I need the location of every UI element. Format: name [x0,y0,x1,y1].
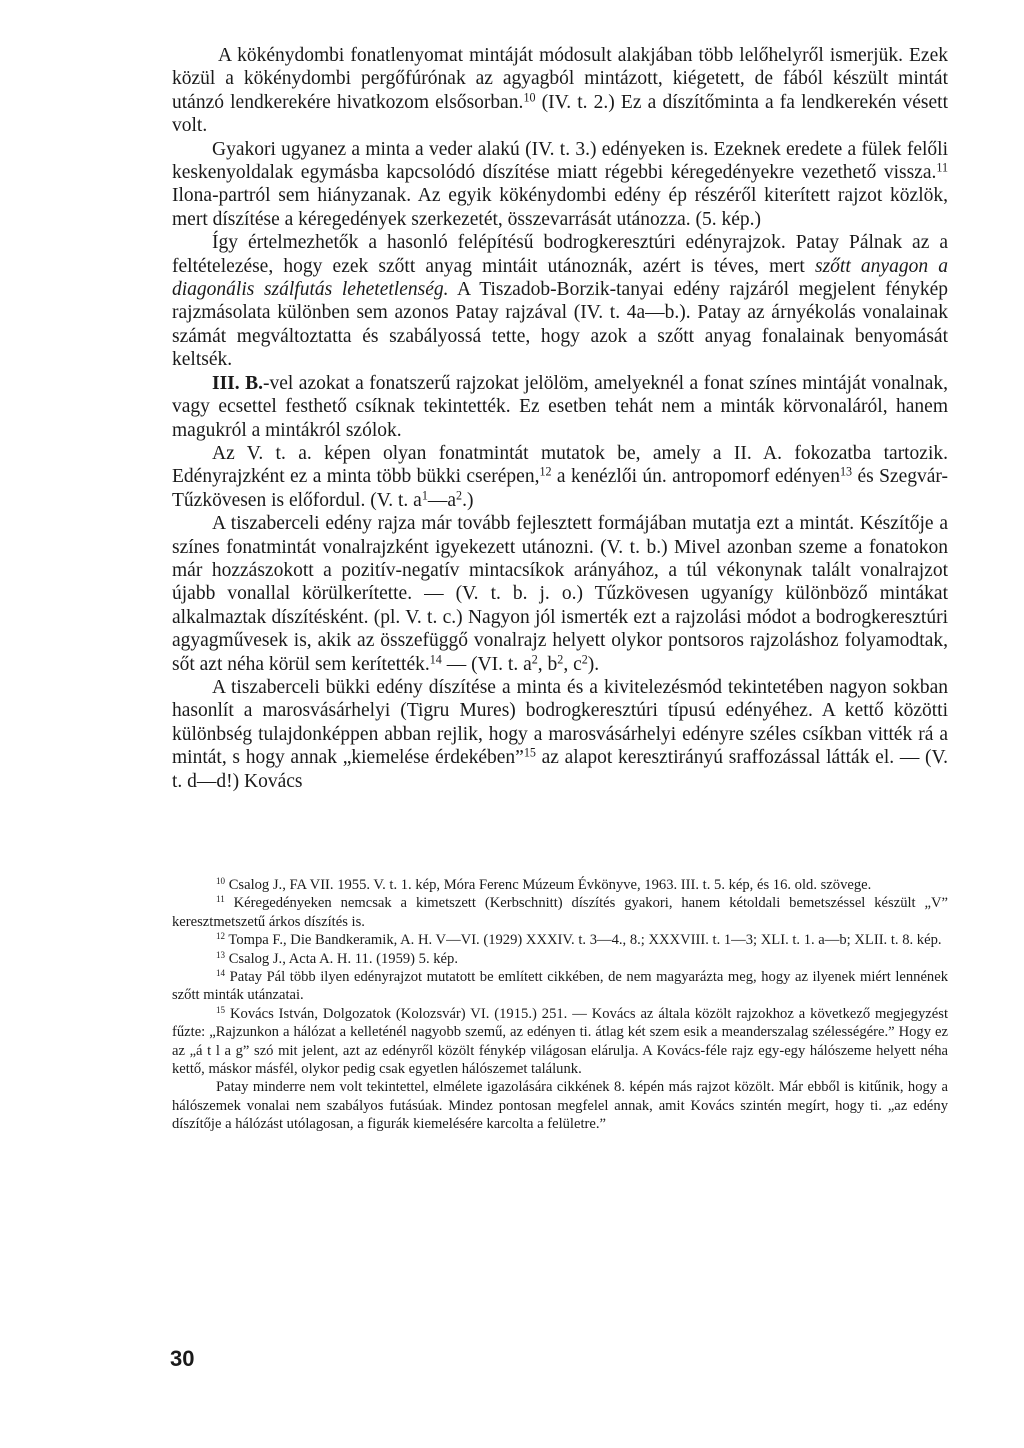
footnote-10 [172,876,948,894]
footnote-number: 15 [216,1004,226,1015]
text-run: —a [427,489,457,511]
text-run: A tiszaberceli edény rajza már tovább fejlesztett formájában mutatja ezt a mintát. Készítője a színes fonatmintát vonalrajzként igyekezett utánozni. (V. t. b.) Mivel azonban szeme a fonatokon már hozzászokott a pozitív-negatív mintacsíkok arányához, a túl vékonynak talált vonalrajzot újabb vonallal körülkerítette. — (V. t. b. j. o.) Tűzkövesen ugyanígy különböző mintákat alkalmaztak díszítésként. (pl. V. t. c.) Nagyon jól ismerték ezt a rajzolási módot a bodrogkeresztúri agyagművesek is, akik az összefüggő vonalrajz helyett olykor pontsoros rajzoláshoz folyamodtak, sőt azt néha körül sem kerítették. [172,513,948,675]
superscript: 2 [456,488,463,503]
footnote-ref-13[interactable]: 13 [840,464,853,479]
footnote-text: Patay Pál több ilyen edényrajzot mutatott be említett cikkében, de nem magyarázta meg, hogy az ilyenek miért lennének szőtt minták utánzatai. [172,969,948,1004]
main-text [172,44,948,793]
footnote-15 [172,1005,948,1079]
text-run: Gyakori ugyanez a minta a veder alakú (IV. t. 3.) edényeken is. Ezeknek eredete a fülek felőli keskenyoldalak egymásba kapcsolódó díszítése miatt régebbi kéregedényekre vezethető vissza. [172,138,948,184]
text-run: — (VI. t. a [441,653,532,675]
text-run: -vel azokat a fonatszerű rajzokat jelölöm, amelyeknél a fonat színes mintáját vonalnak, vagy ecsettel festhető csíknak tekintették. Ez esetben tehát nem a minták körvonaláról, hanem magukról a mintákról szólok. [172,372,948,441]
paragraph-4 [172,372,948,442]
superscript: 1 [421,488,428,503]
footnote-text: Csalog J., FA VII. 1955. V. t. 1. kép, Móra Ferenc Múzeum Évkönyve, 1963. III. t. 5. kép, és 16. old. szövege. [225,877,872,893]
footnote-ref-11[interactable]: 11 [936,160,948,175]
footnotes [172,876,948,1134]
text-run: , c [563,653,582,675]
page-number: 30 [170,1346,195,1371]
text-run: az alapot keresztirányú sraffozással látták el. — (V. t. d—d!) Kovács [172,747,948,792]
footnote-11 [172,894,948,931]
paragraph-7 [172,676,948,793]
footnote-text: Csalog J., Acta A. H. 11. (1959) 5. kép. [225,950,458,967]
footnote-ref-15[interactable]: 15 [523,745,536,760]
text-run: .) [462,489,474,511]
footnote-14 [172,968,948,1005]
paragraph-5 [172,442,948,512]
footnote-number: 11 [216,894,225,905]
footnote-15-continued: Patay minderre nem volt tekintettel, elmélete igazolására cikkének 8. képén más rajzot közölt. Már ebből is kitűnik, hogy a hálószemek vonalai nem szabályos futásúak. Mindez pontosan megfelel annak, amit Kovács szintén megírt, hogy ti. „az edény díszítője a hálózást utólagosan, a figurák kiemelésére karcolta a felületre.” [172,1079,948,1133]
paragraph-6 [172,512,948,676]
footnote-text: Kéregedényeken nemcsak a kimetszett (Kerbschnitt) díszítés gyakori, hanem kétoldali bemetszéssel készült „V” keresztmetszetű árkos díszítés is. [172,895,948,930]
text-run: ). [587,653,600,675]
footnote-12 [172,931,948,949]
text-run: Így értelmezhetők a hasonló felépítésű bodrogkeresztúri edényrajzok. Patay Pálnak az a feltételezése, hogy ezek szőtt anyag mintáit utánoznák, azért is téves, mert [172,232,948,277]
footnote-number: 10 [216,876,226,887]
text-run: Ilona-partról sem hiányzanak. Az egyik kökénydombi edény ép részéről kiterített rajzot közlök, mert díszítése a kéregedények szerkezetét, összevarrását utánozza. (5. kép.) [172,185,948,230]
text-run: A kökénydombi fonatlenyomat mintáját módosult alakjában több lelőhelyről ismerjük. Ezek közül a kökénydombi pergőfúrónak az agyagból mintázott, kiégetett, de fából készült mintát utánzó lendkerekére hivatkozom elsősorban. [172,45,948,113]
footnote-text: Tompa F., Die Bandkeramik, A. H. V—VI. (1929) XXXIV. t. 3—4., 8.; XXXVIII. t. 1—3; XLI. t. 1. a—b; XLII. t. 8. kép. [225,932,942,949]
text-run: A Tiszadob-Borzik-tanyai edény rajzáról megjelent fénykép rajzmásolata különben sem azonos Patay rajzával (IV. t. 4a—b.). Patay az árnyékolás vonalainak számát megváltoztatta és szabályossá tette, hogy azok a szőtt anyag fonalainak benyomását keltsék. [172,279,948,371]
footnote-number: 14 [216,968,226,979]
footnote-ref-12[interactable]: 12 [539,464,552,479]
italic-run: szőtt anyagon a diagonális szálfutás lehetetlenség. [172,255,948,301]
text-run: a kenézlői ún. antropomorf edényen [551,466,840,488]
footnote-number: 12 [216,931,226,942]
text-run: , b [537,653,558,675]
paragraph-1 [172,44,948,138]
text-run: (IV. t. 2.) Ez a díszítőminta a fa lendkerekén vésett volt. [172,91,948,137]
footnote-text: Kovács István, Dolgozatok (Kolozsvár) VI. (1915.) 251. — Kovács az általa közölt rajzokhoz a következő megjegyzést fűzte: „Rajzunkon a hálózat a kelleténél nagyobb szemű, az edényen ti. átlag két szem esik a meanderszalag szélességére.” Hogy ez az „á t l a g” szó mit jelent, azt az edényről közölt fénykép világosan elárulja. A Kovács-féle rajz egy-egy hálószeme helyett néha kettő, máskor másfél, olykor pedig csak egyetlen hálószemet találunk. [172,1005,948,1078]
paragraph-3 [172,231,948,371]
superscript: 2 [531,651,538,666]
superscript: 2 [557,651,564,666]
footnote-ref-10[interactable]: 10 [523,90,536,105]
text-run: Az V. t. a. képen olyan fonatmintát mutatok be, amely a II. A. fokozatba tartozik. Edényrajzként ez a minta több bükki cserépen, [172,442,948,488]
paragraph-2 [172,138,948,232]
footnote-ref-14[interactable]: 14 [429,651,442,666]
bold-run: III. B. [212,372,263,394]
footnote-13 [172,950,948,968]
superscript: 2 [581,651,588,666]
footnote-number: 13 [216,949,226,960]
text-run: A tiszaberceli bükki edény díszítése a minta és a kivitelezésmód tekintetében nagyon sokban hasonlít a marosvásárhelyi (Tigru Mures) bodrogkeresztúri típusú edényéhez. A kettő közötti különbség tulajdonképpen abban rejlik, hogy a marosvásárhelyi edényre széles csíkban vitték rá a mintát, s hogy annak „kiemelése érdekében” [172,676,948,769]
text-run: és Szegvár-Tűzkövesen is előfordul. (V. t. a [172,466,948,511]
